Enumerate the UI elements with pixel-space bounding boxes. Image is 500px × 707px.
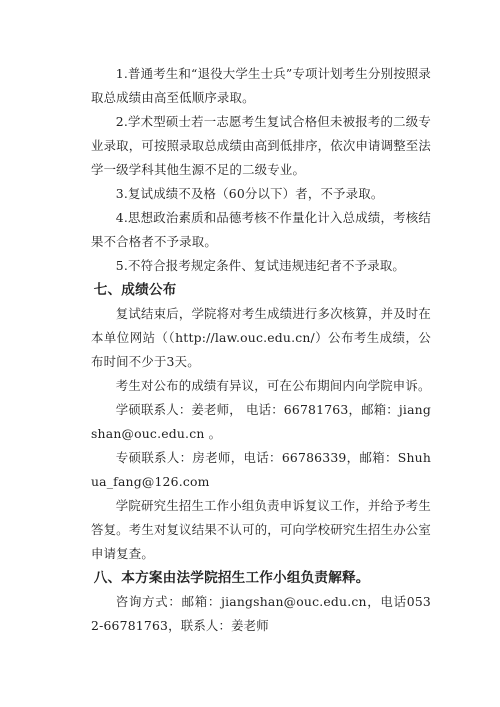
professional-contact: 专硕联系人：房老师，电话：66786339，邮箱：Shuhua_fang@126.com xyxy=(91,450,431,489)
score-publish-paragraph: 复试结束后，学院将对考生成绩进行多次核算，并及时在本单位网站（（http://law.ouc.edu.cn/）公布考生成绩，公布时间不少于3天。 xyxy=(91,306,431,369)
rule-2: 2.学术型硕士若一志愿考生复试合格但未被报考的二级专业录取，可按照录取总成绩由高到低排序，依次申请调整至法学一级学科其他生源不足的二级专业。 xyxy=(91,114,431,177)
rule-3: 3.复试成绩不及格（60分以下）者，不予录取。 xyxy=(115,186,384,201)
academic-contact: 学硕联系人：姜老师， 电话：66781763，邮箱：jiangshan@ouc.edu.cn 。 xyxy=(91,402,431,441)
rule-4: 4.思想政治素质和品德考核不作量化计入总成绩，考核结果不合格者不予录取。 xyxy=(91,210,431,249)
document-body xyxy=(91,62,431,638)
rule-1: 1.普通考生和“退役大学生士兵”专项计划考生分别按照录取总成绩由高至低顺序录取。 xyxy=(91,66,431,105)
rule-5: 5.不符合报考规定条件、复试违规违纪者不予录取。 xyxy=(115,258,406,273)
appeal-paragraph: 考生对公布的成绩有异议，可在公布期间内向学院申诉。 xyxy=(115,378,431,393)
section-heading-7: 七、成绩公布 xyxy=(93,282,177,298)
review-paragraph: 学院研究生招生工作小组负责申诉复议工作，并给予考生答复。考生对复议结果不认可的，可向学校研究生招生办公室申请复查。 xyxy=(91,498,431,561)
consultation-paragraph: 咨询方式：邮箱：jiangshan@ouc.edu.cn，电话0532-66781763，联系人：姜老师 xyxy=(91,594,431,633)
section-heading-8: 八、本方案由法学院招生工作小组负责解释。 xyxy=(93,570,370,586)
